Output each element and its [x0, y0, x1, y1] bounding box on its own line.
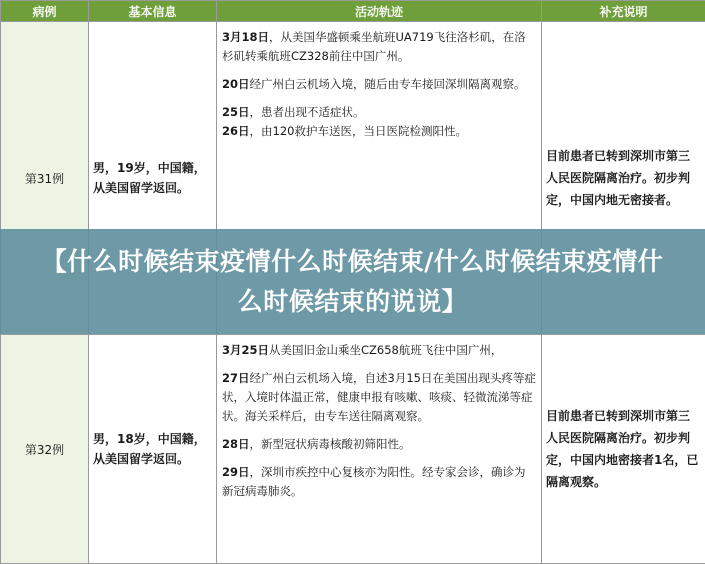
basic-info-line: 从美国留学返回。	[93, 452, 190, 466]
timeline-text: ，新型冠状病毒核酸初筛阳性。	[249, 437, 411, 451]
timeline-date: 29日	[222, 465, 250, 479]
title-banner	[0, 229, 705, 334]
header-case: 病例	[1, 1, 89, 22]
basic-info-line: 从美国留学返回。	[93, 181, 190, 195]
timeline-text: ，深圳市疾控中心复核亦为阳性。经专家会诊，确诊为新冠病毒肺炎。	[222, 465, 526, 498]
timeline-date: 27日	[222, 371, 250, 385]
timeline-entry	[222, 28, 536, 66]
timeline-text: ，由120救护车送医，当日医院检测阳性。	[249, 124, 467, 138]
timeline-date: 3月25日	[222, 343, 270, 357]
header-basic-info: 基本信息	[89, 1, 217, 22]
timeline-text: 从美国旧金山乘坐CZ658航班飞往中国广州，	[269, 343, 503, 357]
timeline-text: 经广州白云机场入境，自述3月15日在美国出现头疼等症状，入境时体温正常，健康申报有咳嗽、咳痰、轻微流涕等症状。海关采样后，由专车送往隔离观察。	[222, 371, 536, 423]
table-header-row	[1, 1, 705, 22]
timeline-entry	[222, 341, 536, 360]
timeline-entry	[222, 122, 536, 141]
supplementary-note: 目前患者已转到深圳市第三人民医院隔离治疗。初步判定，中国内地密接者1名，已隔离观察。	[542, 335, 705, 564]
timeline-text: ，患者出现不适症状。	[249, 105, 365, 119]
banner-title: 【什么时候结束疫情什么时候结束/什么时候结束疫情什么时候结束的说说】	[41, 246, 664, 316]
basic-info-line: 男，19岁，中国籍，	[93, 161, 206, 175]
timeline-date: 25日	[222, 105, 250, 119]
table-row	[1, 335, 705, 564]
header-notes: 补充说明	[542, 1, 705, 22]
basic-info	[89, 335, 217, 564]
timeline-entry	[222, 75, 536, 94]
timeline-text: ，从美国华盛顿乘坐航班UA719飞往洛杉矶，在洛杉矶转乘航班CZ328前往中国广州。	[222, 30, 526, 63]
timeline-entry	[222, 435, 536, 454]
timeline-entry	[222, 369, 536, 426]
timeline-entry	[222, 103, 536, 122]
timeline-date: 28日	[222, 437, 250, 451]
header-timeline: 活动轨迹	[217, 1, 542, 22]
timeline-date: 26日	[222, 124, 250, 138]
timeline-text: 经广州白云机场入境，随后由专车接回深圳隔离观察。	[249, 77, 526, 91]
case-number: 第32例	[1, 335, 89, 564]
timeline-entry	[222, 463, 536, 501]
supplementary-note: 目前患者已转到深圳市第三人民医院隔离治疗。初步判定，中国内地无密接者。	[542, 22, 705, 335]
timeline-date: 3月18日	[222, 30, 270, 44]
case-number: 第31例	[1, 22, 89, 335]
timeline-date: 20日	[222, 77, 250, 91]
basic-info-line: 男，18岁，中国籍，	[93, 432, 206, 446]
timeline	[217, 335, 542, 564]
